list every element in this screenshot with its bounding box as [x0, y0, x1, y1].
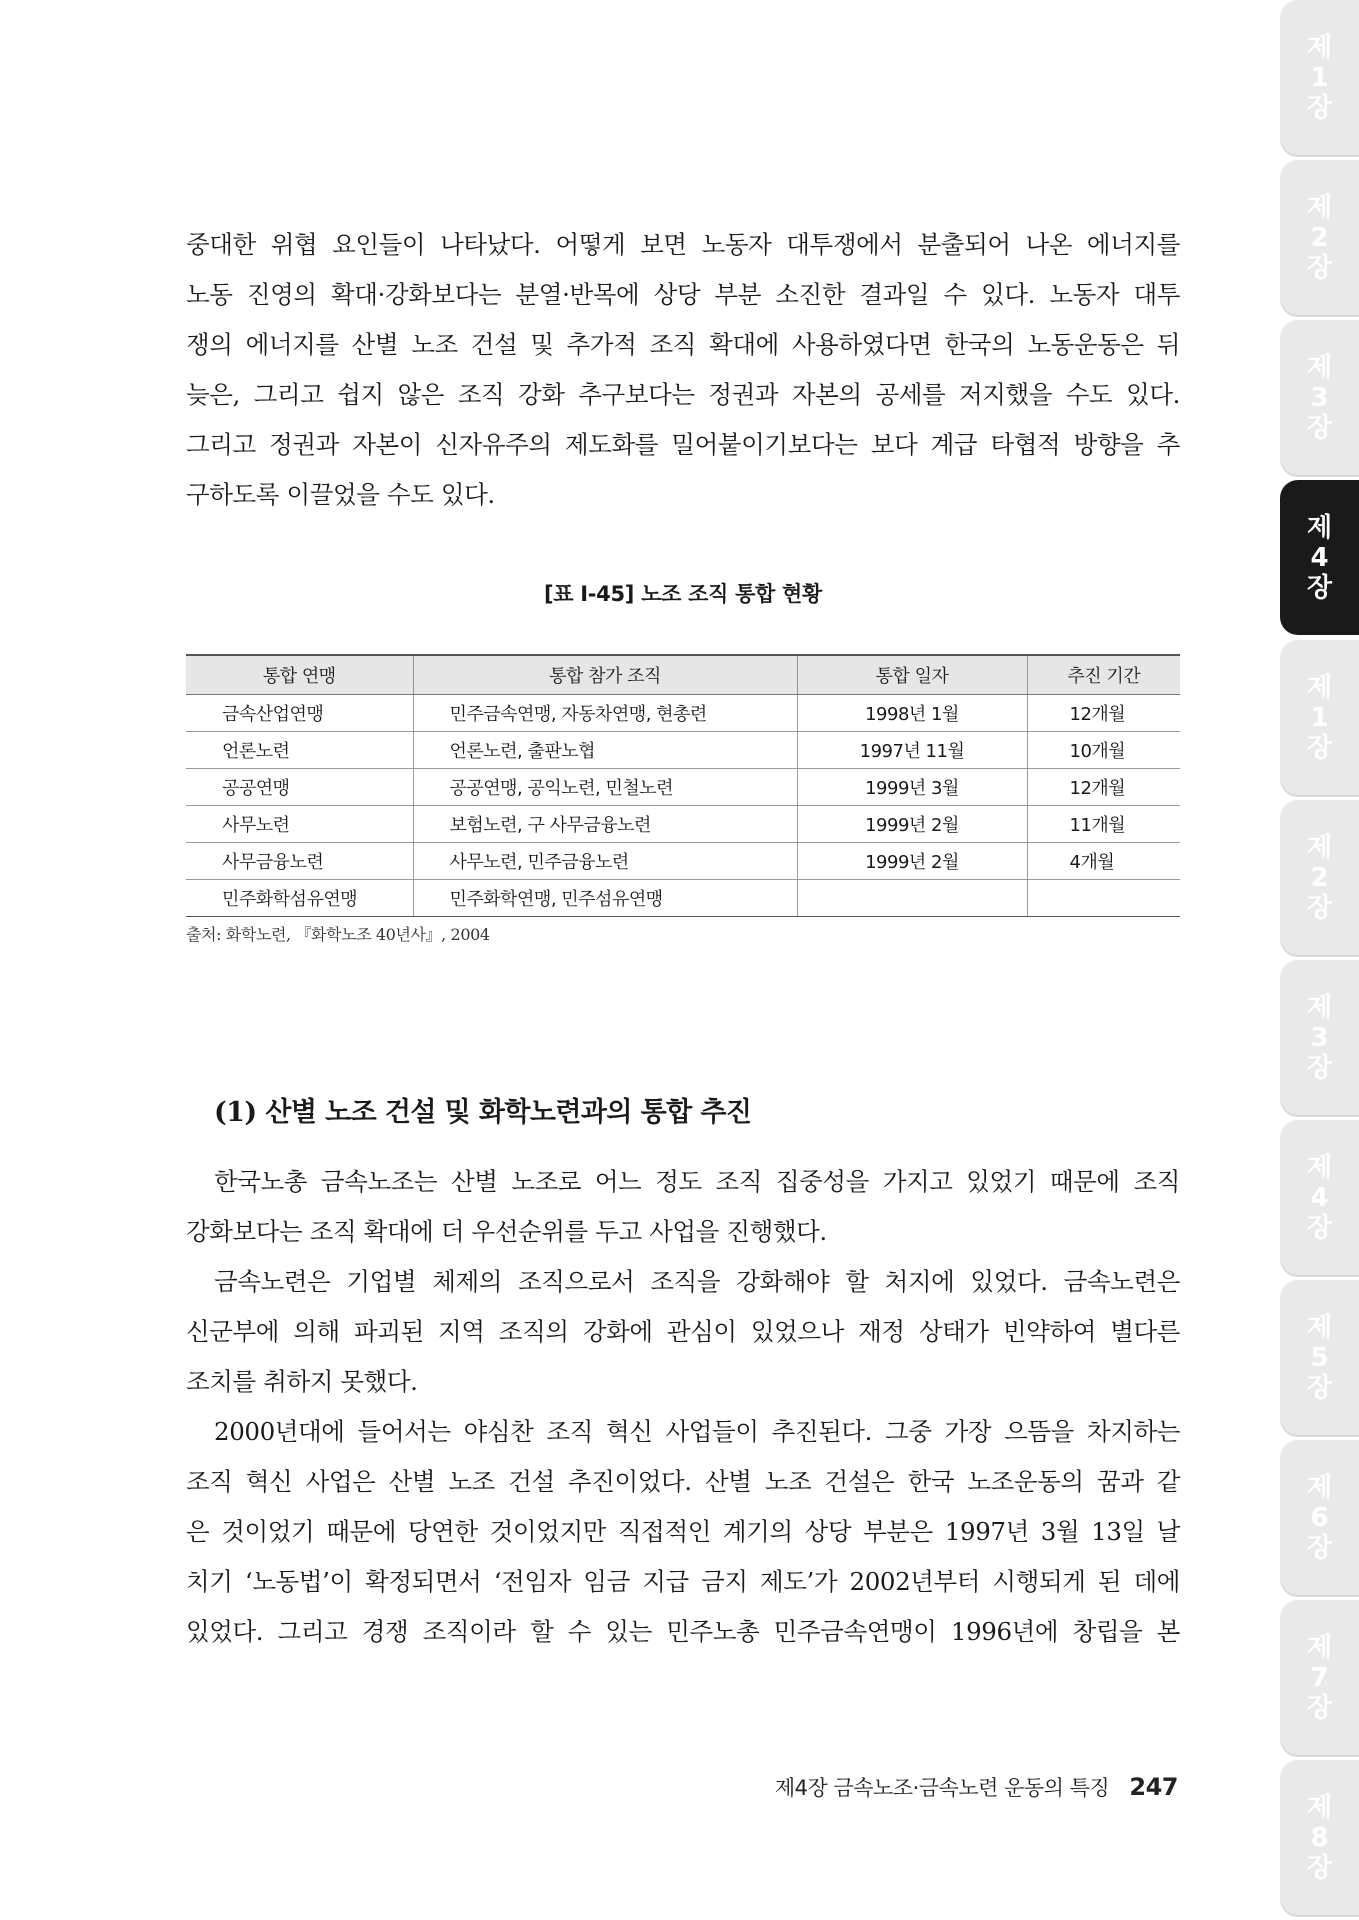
tab-char: 2: [1310, 862, 1329, 893]
tab-char: 장: [1306, 1692, 1333, 1723]
tab-char: 장: [1306, 412, 1333, 443]
tab-char: 제: [1306, 192, 1333, 223]
tab-char: 장: [1306, 1532, 1333, 1563]
text-line: 조직 혁신 사업은 산별 노조 건설 추진이었다. 산별 노조 건설은 한국 노조운동의 꿈과 같: [186, 1467, 1180, 1496]
chapter-tab[interactable]: [1280, 800, 1359, 955]
tab-char: 3: [1310, 1022, 1329, 1053]
chapter-tab[interactable]: [1280, 960, 1359, 1115]
column-header: 통합 연맹: [186, 655, 413, 695]
chapter-tab[interactable]: [1280, 1600, 1359, 1755]
table-cell: 1999년 3월: [797, 769, 1027, 806]
table-row: [186, 732, 1180, 769]
tab-char: 8: [1310, 1822, 1329, 1853]
tab-char: 장: [1306, 1852, 1333, 1883]
union-merger-table: [186, 654, 1180, 917]
tab-char: 제: [1306, 32, 1333, 63]
text-line: 강화보다는 조직 확대에 더 우선순위를 두고 사업을 진행했다.: [186, 1217, 827, 1246]
tab-char: 1: [1310, 702, 1329, 733]
tab-char: 4: [1310, 1182, 1329, 1213]
column-header: 추진 기간: [1027, 655, 1180, 695]
tab-char: 6: [1310, 1502, 1329, 1533]
tab-char: 제: [1306, 1632, 1333, 1663]
column-header: 통합 일자: [797, 655, 1027, 695]
tab-char: 제: [1306, 992, 1333, 1023]
chapter-tab[interactable]: [1280, 640, 1359, 795]
tab-char: 제: [1306, 832, 1333, 863]
table-cell: 금속산업연맹: [186, 695, 413, 732]
tab-char: 1: [1310, 62, 1329, 93]
text-line: 금속노련은 기업별 체제의 조직으로서 조직을 강화해야 할 처지에 있었다. 금속노련은: [214, 1267, 1180, 1296]
table-cell: 사무노련: [186, 806, 413, 843]
table-row: [186, 806, 1180, 843]
paragraph-top: [186, 220, 1180, 520]
chapter-tab[interactable]: [1280, 320, 1359, 475]
text-line: 2000년대에 들어서는 야심찬 조직 혁신 사업들이 추진된다. 그중 가장 으뜸을 차지하는: [214, 1417, 1180, 1446]
text-line: 노동 진영의 확대·강화보다는 분열·반목에 상당 부분 소진한 결과일 수 있다. 노동자 대투: [186, 280, 1180, 309]
text-line: 쟁의 에너지를 산별 노조 건설 및 추가적 조직 확대에 사용하였다면 한국의 노동운동은 뒤: [186, 330, 1180, 359]
tab-char: 2: [1310, 222, 1329, 253]
tab-char: 제: [1306, 352, 1333, 383]
table-cell: 1999년 2월: [797, 843, 1027, 880]
table-row: [186, 843, 1180, 880]
text-line: 그리고 정권과 자본이 신자유주의 제도화를 밀어붙이기보다는 보다 계급 타협적 방향을 추: [186, 430, 1180, 459]
text-line: 중대한 위협 요인들이 나타났다. 어떻게 보면 노동자 대투쟁에서 분출되어 나온 에너지를: [186, 230, 1180, 259]
table-cell: 공공연맹, 공익노련, 민철노련: [413, 769, 797, 806]
table-cell: 1999년 2월: [797, 806, 1027, 843]
table-cell: 11개월: [1027, 806, 1180, 843]
table-cell: [1027, 880, 1180, 917]
paragraph-3: [186, 1407, 1180, 1657]
tab-char: 장: [1306, 1212, 1333, 1243]
tab-char: 제: [1306, 1312, 1333, 1343]
table-cell: 민주화학섬유연맹: [186, 880, 413, 917]
table-header-row: [186, 655, 1180, 695]
tab-char: 제: [1306, 1152, 1333, 1183]
chapter-tab[interactable]: [1280, 1120, 1359, 1275]
table-cell: 사무금융노련: [186, 843, 413, 880]
chapter-tab[interactable]: [1280, 160, 1359, 315]
table-title: [표 Ⅰ-45] 노조 조직 통합 현황: [543, 582, 823, 606]
text-line: 있었다. 그리고 경쟁 조직이라 할 수 있는 민주노총 민주금속연맹이 1996년에 창립을 본: [186, 1617, 1180, 1646]
tab-char: 5: [1310, 1342, 1329, 1373]
tab-char: 제: [1306, 1472, 1333, 1503]
table-cell: 사무노련, 민주금융노련: [413, 843, 797, 880]
section-heading: (1) 산별 노조 건설 및 화학노련과의 통합 추진: [214, 1097, 752, 1128]
chapter-tab[interactable]: [1280, 1760, 1359, 1915]
tab-char: 장: [1306, 892, 1333, 923]
table-cell: 1997년 11월: [797, 732, 1027, 769]
tab-char: 장: [1306, 92, 1333, 123]
tab-char: 장: [1306, 732, 1333, 763]
paragraph-1: [186, 1157, 1180, 1257]
table-cell: 민주화학연맹, 민주섬유연맹: [413, 880, 797, 917]
tab-char: 3: [1310, 382, 1329, 413]
table-source: 출처: 화학노련, 『화학노조 40년사』, 2004: [186, 925, 490, 944]
table-cell: 언론노련: [186, 732, 413, 769]
table-cell: 12개월: [1027, 769, 1180, 806]
table-row: [186, 695, 1180, 732]
table-cell: 4개월: [1027, 843, 1180, 880]
table-cell: 민주금속연맹, 자동차연맹, 현총련: [413, 695, 797, 732]
column-header: 통합 참가 조직: [413, 655, 797, 695]
chapter-tab[interactable]: [1280, 1280, 1359, 1435]
tab-char: 제: [1306, 512, 1333, 543]
paragraph-2: [186, 1257, 1180, 1407]
tab-char: 4: [1310, 542, 1329, 573]
footer-chapter-title: 제4장 금속노조·금속노련 운동의 특징: [774, 1776, 1110, 1800]
text-line: 조치를 취하지 못했다.: [186, 1367, 418, 1396]
table-row: [186, 880, 1180, 917]
table-cell: 보험노련, 구 사무금융노련: [413, 806, 797, 843]
chapter-tab[interactable]: [1280, 0, 1359, 155]
tab-char: 장: [1306, 1052, 1333, 1083]
chapter-tab-active[interactable]: [1280, 480, 1359, 635]
text-line: 구하도록 이끌었을 수도 있다.: [186, 480, 495, 509]
text-line: 신군부에 의해 파괴된 지역 조직의 강화에 관심이 있었으나 재정 상태가 빈약하여 별다른: [186, 1317, 1181, 1346]
table-cell: [797, 880, 1027, 917]
tab-char: 장: [1306, 572, 1333, 603]
table-cell: 12개월: [1027, 695, 1180, 732]
table-row: [186, 769, 1180, 806]
tab-char: 제: [1306, 1792, 1333, 1823]
text-line: 치기 ‘노동법’이 확정되면서 ‘전임자 임금 지급 금지 제도’가 2002년부터 시행되게 된 데에: [186, 1567, 1180, 1596]
table-cell: 10개월: [1027, 732, 1180, 769]
tab-char: 장: [1306, 252, 1333, 283]
text-line: 은 것이었기 때문에 당연한 것이었지만 직접적인 계기의 상당 부분은 1997년 3월 13일 날: [186, 1517, 1180, 1546]
text-line: 한국노총 금속노조는 산별 노조로 어느 정도 조직 집중성을 가지고 있었기 때문에 조직: [214, 1167, 1180, 1196]
table-cell: 언론노련, 출판노협: [413, 732, 797, 769]
table-cell: 공공연맹: [186, 769, 413, 806]
tab-char: 제: [1306, 672, 1333, 703]
page-footer: [775, 1772, 1178, 1802]
table-cell: 1998년 1월: [797, 695, 1027, 732]
tab-char: 7: [1310, 1662, 1329, 1693]
page-number: 247: [1129, 1773, 1178, 1801]
text-line: 늦은, 그리고 쉽지 않은 조직 강화 추구보다는 정권과 자본의 공세를 저지했을 수도 있다.: [186, 380, 1180, 409]
chapter-tab[interactable]: [1280, 1440, 1359, 1595]
tab-char: 장: [1306, 1372, 1333, 1403]
